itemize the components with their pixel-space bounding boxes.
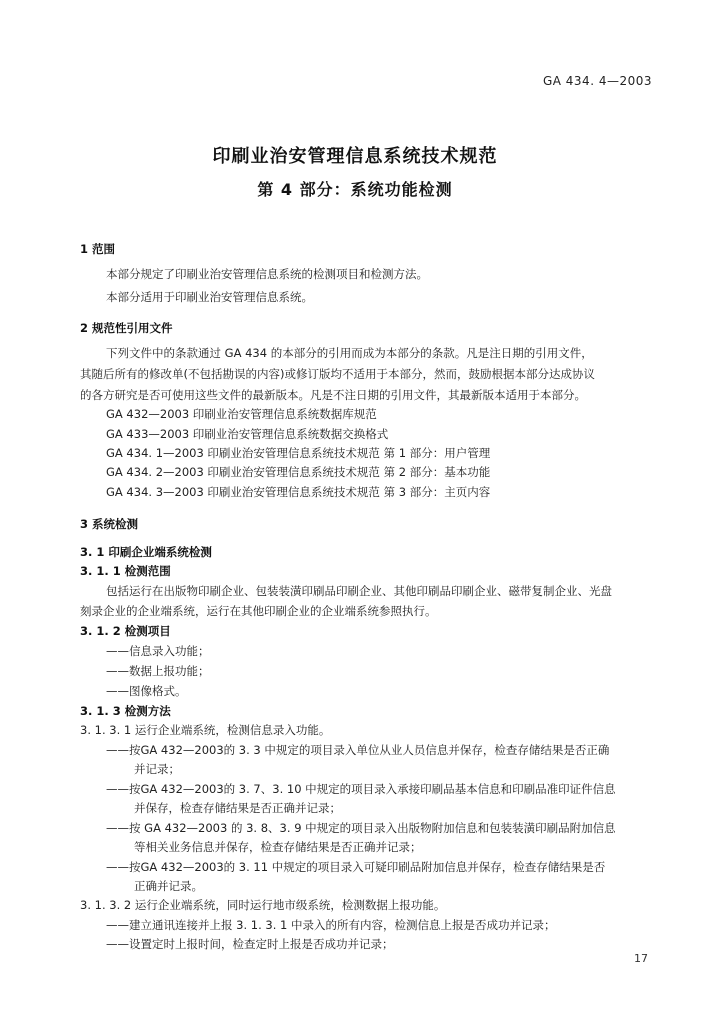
list-item: ——数据上报功能； [106,664,210,678]
list-item: ——按GA 432—2003的 3. 11 中规定的项目录入可疑印刷品附加信息并保存，检查存储结果是否 [106,860,606,874]
subsection-heading: 3. 1. 3 检测方法 [80,704,171,718]
paragraph-line: 本部分规定了印刷业治安管理信息系统的检测项目和检测方法。 [106,267,428,281]
header-standard-code: GA 434. 4—2003 [542,74,652,88]
list-item: ——信息录入功能； [106,644,210,658]
clause-line: 3. 1. 3. 2 运行企业端系统，同时运行地市级系统，检测数据上报功能。 [80,898,446,912]
reference-item: GA 434. 2—2003 印刷业治安管理信息系统技术规范 第 2 部分：基本功能 [106,465,491,479]
document-title: 印刷业治安管理信息系统技术规范 [212,146,498,167]
paragraph-line: 其随后所有的修改单(不包括勘误的内容)或修订版均不适用于本部分，然而，鼓励根据本部分达成协议 [80,367,595,381]
list-item-continuation: 等相关业务信息并保存，检查存储结果是否正确并记录； [134,840,422,854]
page-number: 17 [634,952,648,965]
paragraph-line: 的各方研究是否可使用这些文件的最新版本。凡是不注日期的引用文件，其最新版本适用于本部分。 [80,388,586,402]
list-item-continuation: 并记录； [134,762,180,776]
reference-item: GA 432—2003 印刷业治安管理信息系统数据库规范 [106,407,377,421]
list-item: ——图像格式。 [106,684,187,698]
list-item: ——按GA 432—2003的 3. 7、3. 10 中规定的项目录入承接印刷品基本信息和印刷品准印证件信息 [106,782,616,796]
section-heading-normative-references: 2 规范性引用文件 [80,321,173,335]
clause-line: 3. 1. 3. 1 运行企业端系统，检测信息录入功能。 [80,723,331,737]
reference-item: GA 433—2003 印刷业治安管理信息系统数据交换格式 [106,427,389,441]
reference-item: GA 434. 1—2003 印刷业治安管理信息系统技术规范 第 1 部分：用户管理 [106,446,491,460]
list-item: ——建立通讯连接并上报 3. 1. 3. 1 中录入的所有内容，检测信息上报是否成功并记录； [106,918,556,932]
section-heading-system-testing: 3 系统检测 [80,517,139,531]
paragraph-line: 刻录企业的企业端系统，运行在其他印刷企业的企业端系统参照执行。 [80,604,437,618]
list-item: ——按GA 432—2003的 3. 3 中规定的项目录入单位从业人员信息并保存，检查存储结果是否正确 [106,743,610,757]
subsection-heading: 3. 1. 2 检测项目 [80,624,171,638]
subsection-heading: 3. 1 印刷企业端系统检测 [80,545,212,559]
section-heading-scope: 1 范围 [80,242,116,256]
paragraph-line: 本部分适用于印刷业治安管理信息系统。 [106,290,313,304]
paragraph-line: 包括运行在出版物印刷企业、包装装潢印刷品印刷企业、其他印刷品印刷企业、磁带复制企业、光盘 [106,584,612,598]
list-item: ——设置定时上报时间，检查定时上报是否成功并记录； [106,937,394,951]
list-item-continuation: 正确并记录。 [134,879,203,893]
list-item: ——按 GA 432—2003 的 3. 8、3. 9 中规定的项目录入出版物附加信息和包装装潢印刷品附加信息 [106,821,616,835]
list-item-continuation: 并保存，检查存储结果是否正确并记录； [134,801,341,815]
subsection-heading: 3. 1. 1 检测范围 [80,564,171,578]
paragraph-line: 下列文件中的条款通过 GA 434 的本部分的引用而成为本部分的条款。凡是注日期的引用文件， [106,346,593,360]
reference-item: GA 434. 3—2003 印刷业治安管理信息系统技术规范 第 3 部分：主页内容 [106,485,491,499]
document-subtitle: 第 4 部分：系统功能检测 [257,180,453,199]
